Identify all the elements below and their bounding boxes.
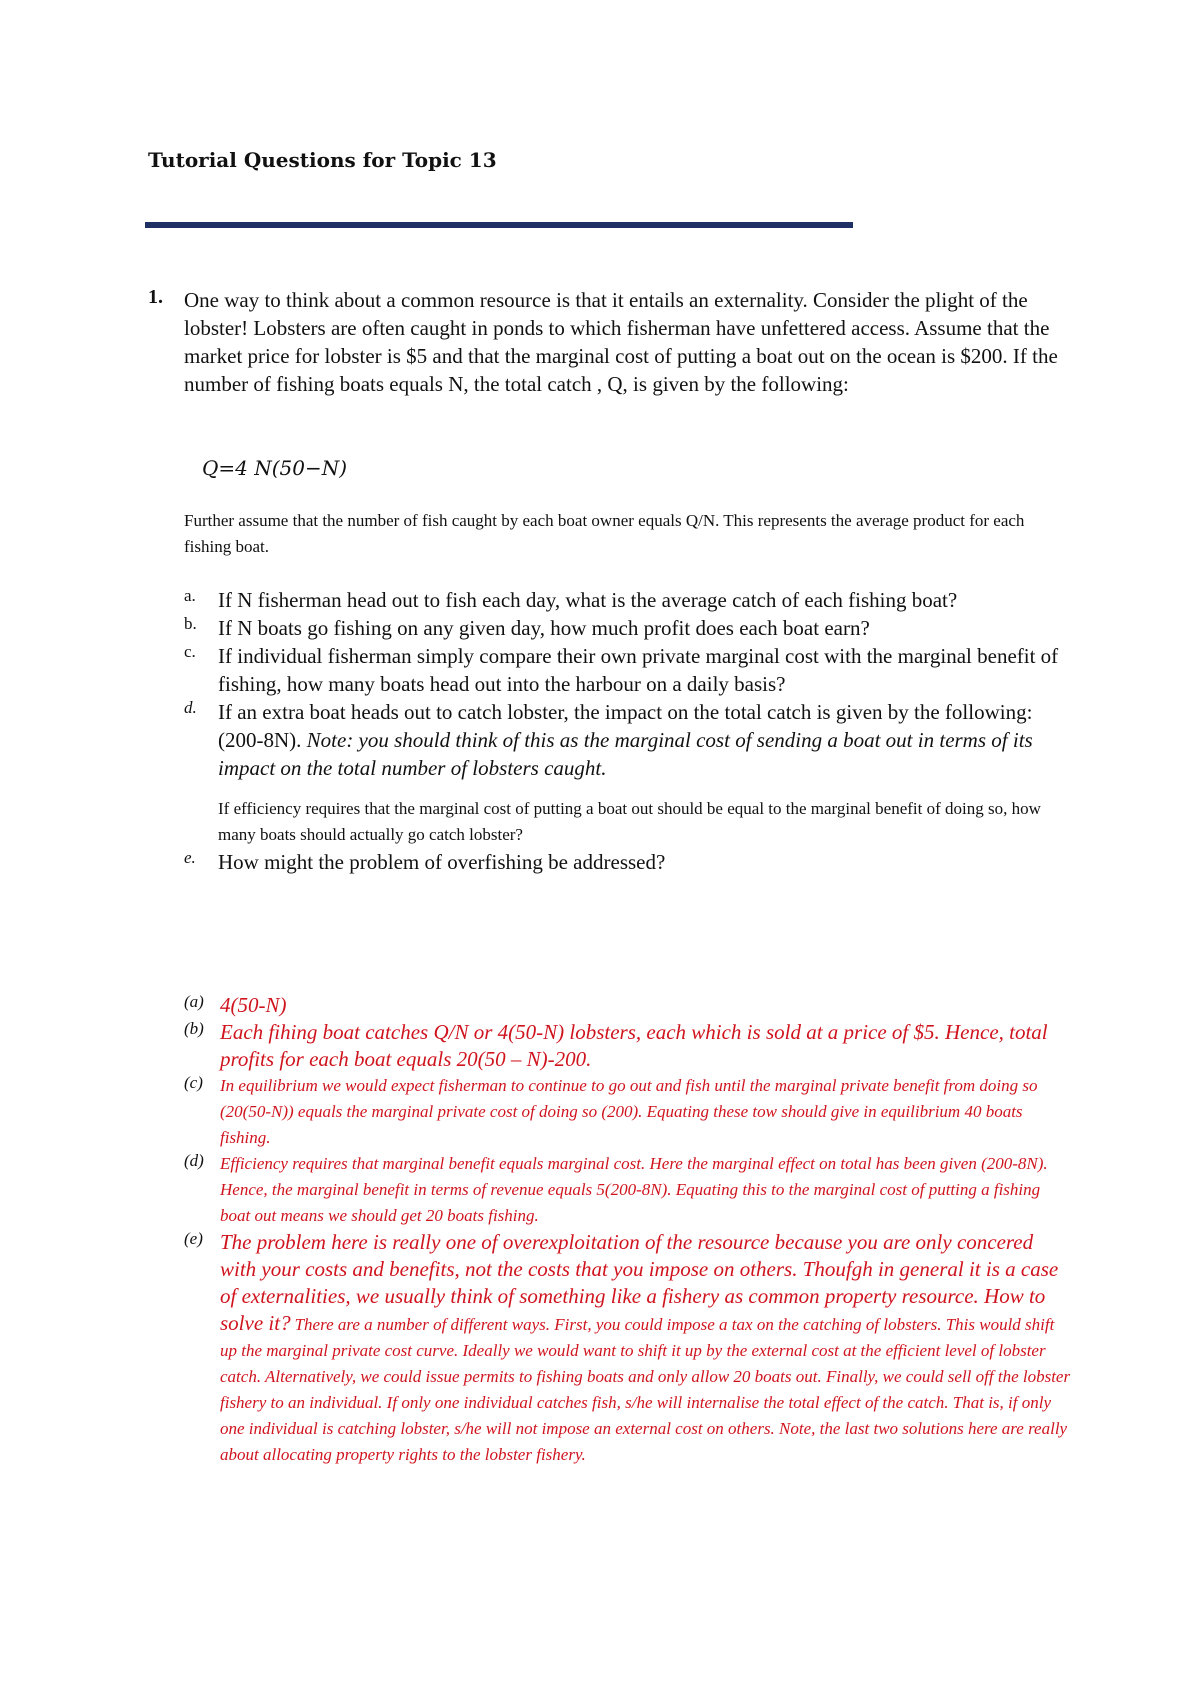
title-divider <box>145 222 853 228</box>
answer-e-main: The problem here is really one of overexploitation of the resource because you are only concered with your costs and benefits, not the costs that you impose on others. Thoufgh in general it is a case of externalities, we usually think of something like a fishery as common property resource. How to solve it? <box>220 1230 1059 1335</box>
answer-text: Efficiency requires that marginal benefit equals marginal cost. Here the marginal effect on total has been given (200-8N). Hence, the marginal benefit in terms of revenue equals 5(200-8N). Equating this to the marginal cost of putting a fishing boat out means we should get 20 boats fishing. <box>220 1154 1048 1225</box>
answer-text: 4(50-N) <box>220 993 287 1017</box>
answer-text: Each fihing boat catches Q/N or 4(50-N) lobsters, each which is sold at a price of $5. Hence, total profits for each boat equals 20(50 – N)-200. <box>220 1020 1048 1071</box>
part-text: If N boats go fishing on any given day, how much profit does each boat earn? <box>218 616 870 640</box>
further-assumption: Further assume that the number of fish caught by each boat owner equals Q/N. This represents the average product for each fishing boat. <box>184 511 1025 556</box>
part-d-text: If an extra boat heads out to catch lobster, the impact on the total catch is given by the following: (200-8N). <box>218 700 1033 752</box>
part-d-note: Note: you should think of this as the marginal cost of sending a boat out in terms of its impact on the total number of lobsters caught. <box>218 728 1033 780</box>
answer-label: (d) <box>184 1151 204 1170</box>
part-text: If individual fisherman simply compare their own private marginal cost with the marginal benefit of fishing, how many boats head out into the harbour on a daily basis? <box>218 644 1059 696</box>
answer-d <box>184 1151 1074 1229</box>
part-label: d. <box>184 698 197 717</box>
question-number: 1. <box>148 286 163 308</box>
answers <box>184 992 1074 1468</box>
part-b <box>184 614 1074 642</box>
part-label: e. <box>184 848 196 867</box>
answer-e-detail: There are a number of different ways. First, you could impose a tax on the catching of lobsters. This would shift up the marginal private cost curve. Ideally we would want to shift it up by the external cost at the efficient level of lobster catch. Alternatively, we could issue permits to fishing boats and only allow 20 boats out. Finally, we could sell off the lobster fishery to an individual. If only one individual catches fish, s/he will internalise the total effect of the catch. That is, if only one individual is catching lobster, s/he will not impose an external cost on others. Note, the last two solutions here are really about allocating property rights to the lobster fishery. <box>220 1315 1071 1464</box>
catch-formula: Q=4 N(50−N) <box>202 456 348 480</box>
part-label: a. <box>184 586 196 605</box>
answer-label: (a) <box>184 992 204 1011</box>
part-text <box>218 698 1074 782</box>
part-a <box>184 586 1074 614</box>
part-c <box>184 642 1074 698</box>
part-label: b. <box>184 614 197 633</box>
answer-text: In equilibrium we would expect fisherman to continue to go out and fish until the marginal private benefit from doing so (20(50-N)) equals the marginal private cost of doing so (200). Equating these tow should give in equilibrium 40 boats fishing. <box>220 1076 1038 1147</box>
answer-label: (c) <box>184 1073 203 1092</box>
part-e <box>184 848 1074 876</box>
document-title: Tutorial Questions for Topic 13 <box>148 148 497 172</box>
question-text: One way to think about a common resource is that it entails an externality. Consider the plight of the lobster! Lobsters are often caught in ponds to which fisherman have unfettered access. Assume that the market price for lobster is $5 and that the marginal cost of putting a boat out on the ocean is $200. If the number of fishing boats equals N, the total catch , Q, is given by the following: <box>184 288 1058 396</box>
part-text: If N fisherman head out to fish each day, what is the average catch of each fishing boat? <box>218 588 958 612</box>
answer-text <box>220 1229 1074 1468</box>
efficiency-question: If efficiency requires that the marginal cost of putting a boat out should be equal to the marginal benefit of doing so, how many boats should actually go catch lobster? <box>218 799 1041 844</box>
answer-label: (b) <box>184 1019 204 1038</box>
part-label: c. <box>184 642 196 661</box>
part-d <box>184 698 1074 848</box>
part-text: How might the problem of overfishing be addressed? <box>218 850 666 874</box>
answer-label: (e) <box>184 1229 203 1248</box>
answer-c <box>184 1073 1074 1151</box>
question-parts <box>184 586 1074 876</box>
answer-a <box>184 992 1074 1019</box>
answer-e <box>184 1229 1074 1468</box>
answer-b <box>184 1019 1074 1073</box>
